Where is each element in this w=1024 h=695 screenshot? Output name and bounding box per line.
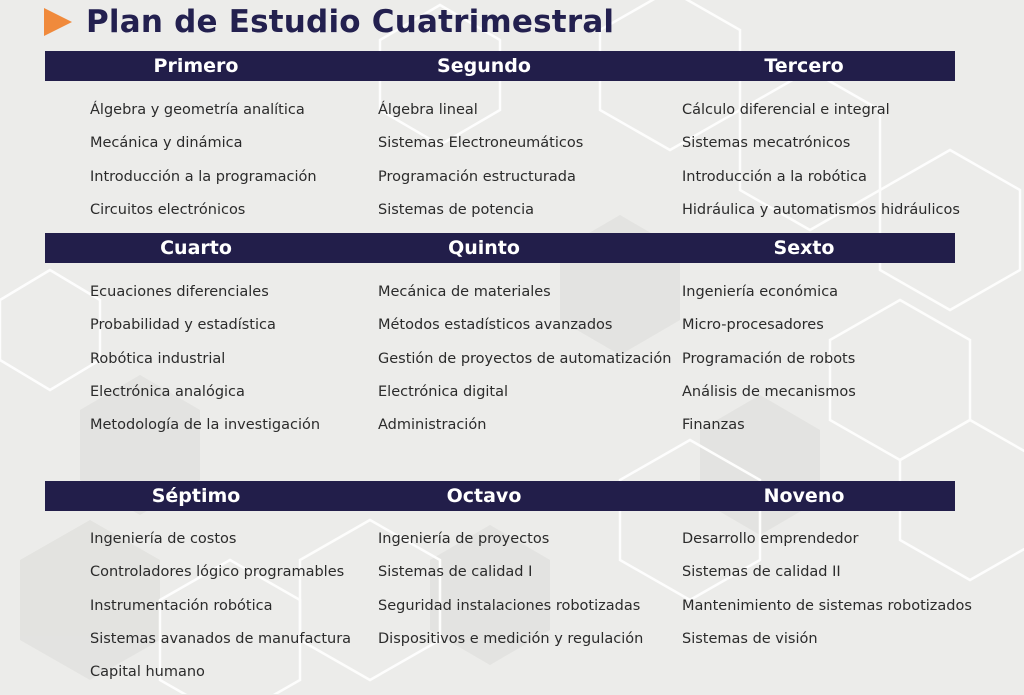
- subject-list-noveno: [682, 529, 972, 662]
- subject-item: Administración: [378, 417, 487, 434]
- subject-item: Capital humano: [90, 664, 205, 681]
- subject-item: Sistemas de calidad II: [682, 564, 841, 581]
- subject-item: Instrumentación robótica: [90, 597, 273, 614]
- period-header-band: [45, 481, 955, 511]
- period-title-noveno: Noveno: [763, 485, 845, 507]
- subject-item: Controladores lógico programables: [90, 564, 345, 581]
- period-title-cuarto: Cuarto: [160, 237, 232, 259]
- subject-item: Probabilidad y estadística: [90, 317, 276, 334]
- subject-item: Circuitos electrónicos: [90, 201, 246, 218]
- subject-item: Sistemas mecatrónicos: [682, 135, 851, 152]
- subject-item: Álgebra lineal: [378, 102, 478, 118]
- subject-item: Introducción a la robótica: [682, 168, 867, 185]
- subject-item: Finanzas: [682, 417, 745, 434]
- subject-item: Ingeniería económica: [682, 284, 839, 300]
- subject-list-sexto: [682, 282, 856, 448]
- subject-item: Sistemas Electroneumáticos: [378, 135, 584, 152]
- arrow-icon: [44, 8, 72, 36]
- subject-item: Programación de robots: [682, 350, 856, 367]
- period-title-quinto: Quinto: [448, 237, 520, 259]
- subject-item: Álgebra y geometría analítica: [90, 102, 305, 118]
- subject-item: Introducción a la programación: [90, 168, 317, 185]
- subject-item: Sistemas avanados de manufactura: [90, 630, 352, 647]
- subject-item: Metodología de la investigación: [90, 417, 321, 434]
- subject-item: Hidráulica y automatismos hidráulicos: [682, 201, 960, 218]
- subject-item: Electrónica analógica: [90, 383, 245, 400]
- subject-item: Dispositivos e medición y regulación: [378, 630, 644, 647]
- period-header-band: [45, 51, 955, 81]
- subject-item: Análisis de mecanismos: [682, 383, 856, 400]
- period-title-tercero: Tercero: [764, 55, 844, 77]
- subject-list-tercero: [682, 100, 960, 233]
- period-header-band: [45, 233, 955, 263]
- period-title-sexto: Sexto: [773, 237, 835, 259]
- subject-item: Seguridad instalaciones robotizadas: [378, 597, 641, 614]
- subject-list-quinto: [378, 282, 671, 448]
- page-title: Plan de Estudio Cuatrimestral: [86, 4, 615, 40]
- subject-list-segundo: [378, 100, 583, 233]
- subject-item: Ingeniería de costos: [90, 531, 237, 547]
- subject-item: Sistemas de calidad I: [378, 564, 533, 581]
- subject-list-cuarto: [90, 282, 320, 448]
- subject-item: Micro-procesadores: [682, 317, 824, 334]
- period-title-octavo: Octavo: [446, 485, 522, 507]
- period-title-septimo: Séptimo: [151, 485, 241, 507]
- subject-item: Ingeniería de proyectos: [378, 531, 550, 547]
- subject-item: Mantenimiento de sistemas robotizados: [682, 597, 972, 614]
- subject-item: Mecánica de materiales: [378, 284, 551, 300]
- subject-item: Ecuaciones diferenciales: [90, 284, 269, 300]
- period-title-primero: Primero: [153, 55, 239, 77]
- subject-item: Electrónica digital: [378, 383, 509, 400]
- subject-item: Métodos estadísticos avanzados: [378, 317, 613, 334]
- subject-item: Desarrollo emprendedor: [682, 531, 859, 547]
- subject-item: Gestión de proyectos de automatización: [378, 350, 672, 367]
- subject-list-primero: [90, 100, 317, 233]
- subject-list-octavo: [378, 529, 643, 662]
- subject-item: Robótica industrial: [90, 350, 226, 367]
- subject-list-septimo: [90, 529, 351, 695]
- subject-item: Sistemas de potencia: [378, 201, 535, 218]
- subject-item: Cálculo diferencial e integral: [682, 102, 890, 118]
- header: [44, 2, 614, 42]
- subject-item: Mecánica y dinámica: [90, 135, 243, 152]
- subject-item: Programación estructurada: [378, 168, 576, 185]
- period-title-segundo: Segundo: [437, 55, 531, 77]
- subject-item: Sistemas de visión: [682, 630, 818, 647]
